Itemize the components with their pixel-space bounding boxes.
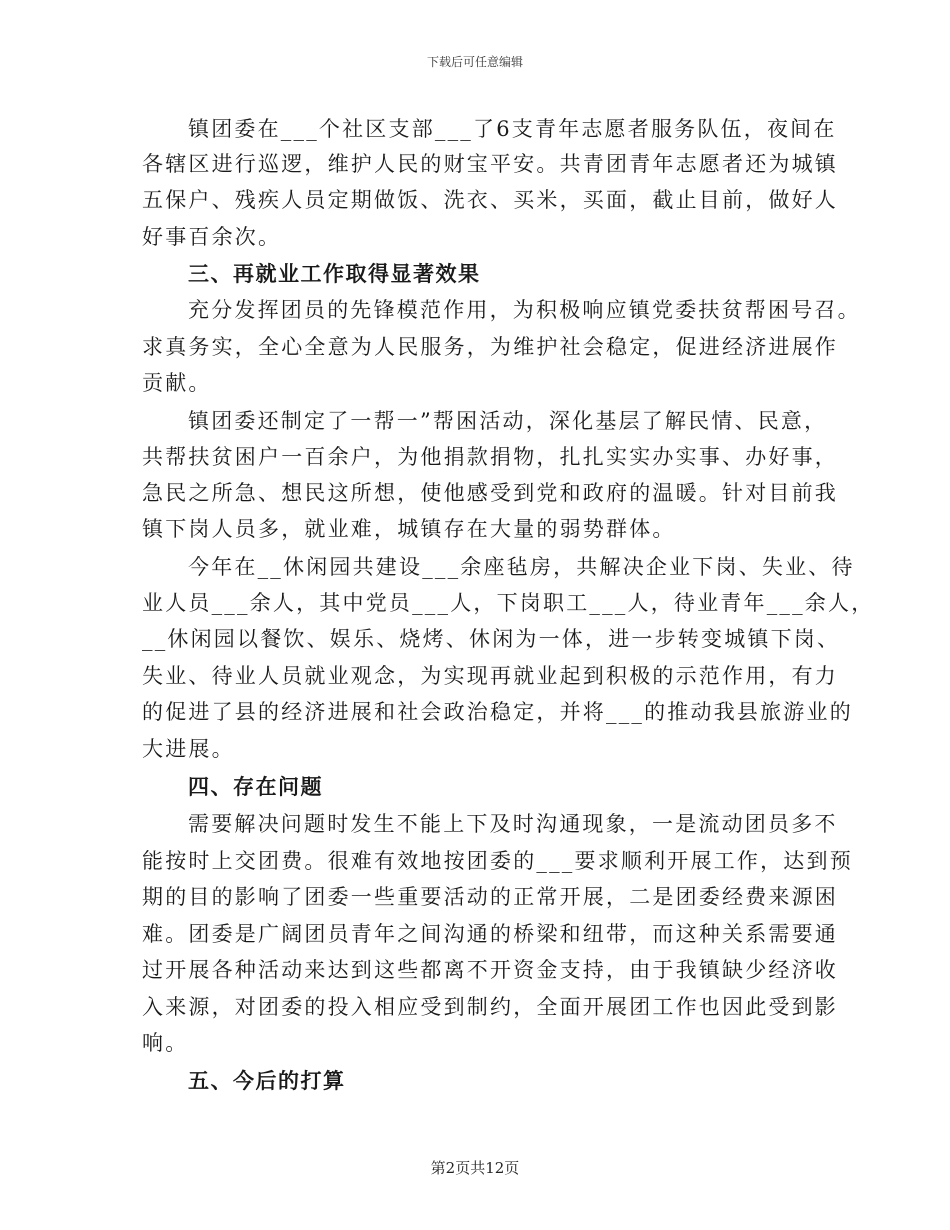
section-heading: 三、再就业工作取得显著效果: [188, 261, 481, 286]
paragraph-line: 今年在__休闲园共建设___余座毡房，共解决企业下岗、失业、待: [188, 555, 855, 579]
paragraph-line: 镇团委还制定了一帮一”帮困活动，深化基层了解民情、民意，: [188, 409, 828, 433]
paragraph-line: 响。: [142, 1031, 189, 1055]
paragraph-line: 的促进了县的经济进展和社会政治稳定，并将___的推动我县旅游业的: [142, 700, 853, 724]
paragraph-line: 期的目的影响了团委一些重要活动的正常开展，二是团委经费来源困: [142, 885, 838, 909]
paragraph-line: 入来源，对团委的投入相应受到制约，全面开展团工作也因此受到影: [142, 995, 838, 1019]
paragraph-line: 急民之所急、想民这所想，使他感受到党和政府的温暖。针对目前我: [142, 481, 838, 505]
paragraph-line: __休闲园以餐饮、娱乐、烧烤、休闲为一体，进一步转变城镇下岗、: [142, 627, 841, 651]
paragraph-line: 贡献。: [142, 371, 212, 395]
paragraph-line: 共帮扶贫困户一百余户，为他捐款捐物，扎扎实实办实事、办好事，: [142, 445, 838, 469]
paragraph-line: 大进展。: [142, 737, 235, 761]
paragraph-line: 求真务实，全心全意为人民服务，为维护社会稳定，促进经济进展作: [142, 335, 838, 359]
paragraph-line: 过开展各种活动来达到这些都离不开资金支持，由于我镇缺少经济收: [142, 958, 838, 982]
paragraph-line: 难。团委是广阔团员青年之间沟通的桥梁和纽带，而这种关系需要通: [142, 922, 838, 946]
paragraph-line: 各辖区进行巡逻，维护人民的财宝平安。共青团青年志愿者还为城镇: [142, 152, 838, 176]
paragraph-line: 能按时上交团费。很难有效地按团委的___要求顺利开展工作，达到预: [142, 849, 853, 873]
paragraph-line: 五保户、残疾人员定期做饭、洗衣、买米，买面，截止目前，做好人: [142, 188, 838, 212]
page-footer: 第2页共12页: [430, 1159, 520, 1177]
section-heading: 四、存在问题: [188, 774, 323, 799]
page-header: 下载后可任意编辑: [426, 55, 523, 69]
paragraph-line: 充分发挥团员的先锋模范作用，为积极响应镇党委扶贫帮困号召。: [188, 298, 861, 322]
paragraph-line: 失业、待业人员就业观念，为实现再就业起到积极的示范作用，有力: [142, 664, 838, 688]
paragraph-line: 镇下岗人员多，就业难，城镇存在大量的弱势群体。: [142, 517, 676, 541]
paragraph-line: 需要解决问题时发生不能上下及时沟通现象，一是流动团员多不: [188, 812, 838, 836]
paragraph-line: 业人员___余人，其中党员___人，下岗职工___人，待业青年___余人，: [142, 591, 875, 615]
paragraph-line: 好事百余次。: [142, 225, 282, 249]
paragraph-line: 镇团委在___个社区支部___了6支青年志愿者服务队伍，夜间在: [188, 117, 837, 141]
section-heading: 五、今后的打算: [188, 1068, 346, 1093]
